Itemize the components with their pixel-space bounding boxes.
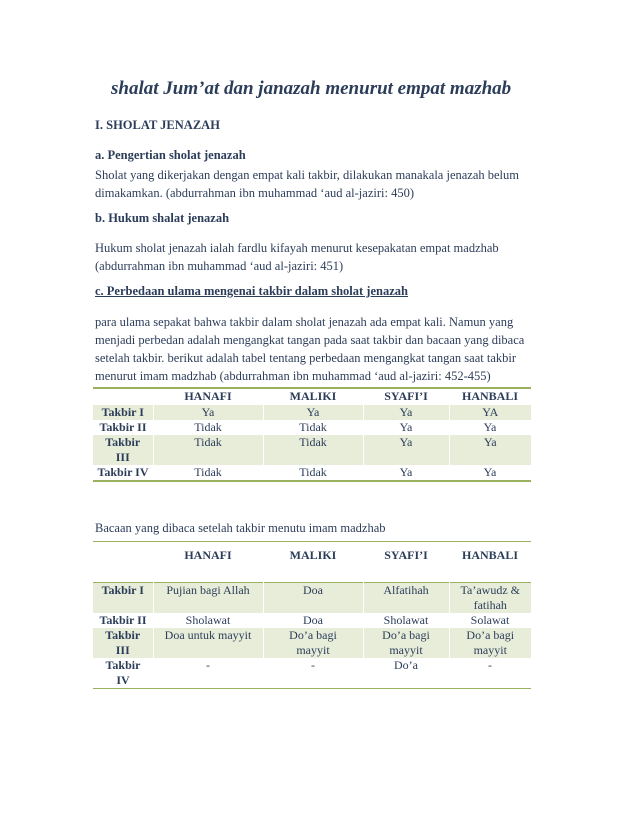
table-cell: Ya [153, 405, 263, 420]
table-row [93, 658, 531, 689]
table-row [93, 613, 531, 628]
table-cell: Do’a bagi mayyit [363, 628, 449, 658]
row-label: Takbir III [93, 435, 153, 465]
table-cell: Ya [399, 465, 413, 479]
table-header-cell: HANBALI [461, 389, 518, 403]
table-cell: - [311, 658, 315, 672]
table-cell: Do’a bagi mayyit [263, 628, 363, 658]
table-cell: Sholawat [185, 613, 231, 627]
table-row [93, 435, 531, 465]
paragraph-c [95, 313, 540, 385]
section-heading: I. SHOLAT JENAZAH [95, 118, 220, 132]
table-cell: Ya [399, 420, 413, 434]
paragraph-line: Bacaan yang dibaca setelah takbir menutu imam madzhab [95, 521, 386, 535]
table-cell: Ya [449, 435, 531, 465]
page-title: shalat Jum’at dan janazah menurut empat mazhab [111, 78, 512, 99]
table-row [93, 405, 531, 420]
table-header-cell: HANAFI [184, 389, 232, 403]
table-cell: Pujian bagi Allah [153, 583, 263, 614]
table-cell: Do’a bagi mayyit [449, 628, 531, 658]
table-cell: Doa untuk mayyit [153, 628, 263, 658]
table-cell: Tidak [194, 420, 222, 434]
table-header-cell: MALIKI [289, 548, 337, 562]
table-cell: - [488, 658, 492, 672]
paragraph-line: Hukum sholat jenazah ialah fardlu kifayah menurut kesepakatan empat madzhab [95, 241, 499, 255]
table-cell: Solawat [470, 613, 510, 627]
takbir-hand-raising-table [93, 387, 531, 482]
table-row [93, 420, 531, 435]
table-cell: Doa [263, 583, 363, 614]
table-header-cell: HANBALI [461, 548, 518, 562]
row-label: Takbir IV [97, 465, 149, 479]
table-row [93, 628, 531, 658]
table2-intro [95, 519, 540, 537]
paragraph-line: menurut imam madzhab (abdurrahman ibn muhammad ‘aud al-jaziri: 452-455) [95, 369, 491, 383]
row-label: Takbir IV [105, 658, 141, 687]
row-label: Takbir I [93, 405, 153, 420]
table-cell: Do’a [394, 658, 418, 672]
row-label: Takbir II [99, 420, 147, 434]
table-cell: Sholawat [383, 613, 429, 627]
subheading-b: b. Hukum shalat jenazah [95, 211, 230, 225]
paragraph-line: dimakamkan. (abdurrahman ibn muhammad ‘aud al-jaziri: 450) [95, 186, 414, 200]
table-cell: Ya [483, 465, 497, 479]
paragraph-line: setelah takbir. berikut adalah tabel tentang perbedaan mengangkat tangan saat takbir [95, 351, 517, 365]
paragraph-line: Sholat yang dikerjakan dengan empat kali takbir, dilakukan manakala jenazah belum [95, 168, 519, 182]
takbir-recitation-table [93, 541, 531, 689]
table-header-cell: MALIKI [289, 389, 337, 403]
table-cell: Alfatihah [363, 583, 449, 614]
table-cell: Tidak [299, 465, 327, 479]
table-header-cell: SYAFI’I [384, 389, 428, 403]
paragraph-line: menjadi perbedan adalah mengangkat tangan pada saat takbir dan bacaan yang dibaca [95, 333, 525, 347]
paragraph-line: (abdurrahman ibn muhammad ‘aud al-jaziri: 451) [95, 259, 344, 273]
table-cell: Ta’awudz & fatihah [449, 583, 531, 614]
table-cell: YA [449, 405, 531, 420]
table-header-cell [93, 388, 153, 405]
table-cell: Tidak [263, 435, 363, 465]
table-row [93, 465, 531, 481]
table-header-cell: HANAFI [184, 548, 232, 562]
table-cell: - [206, 658, 210, 672]
paragraph-a [95, 166, 540, 202]
paragraph-b [95, 239, 540, 275]
row-label: Takbir III [93, 628, 153, 658]
table-header-cell [93, 542, 153, 583]
subheading-c: c. Perbedaan ulama mengenai takbir dalam sholat jenazah [95, 284, 408, 298]
paragraph-line: para ulama sepakat bahwa takbir dalam sholat jenazah ada empat kali. Namun yang [95, 315, 514, 329]
table-cell: Ya [363, 435, 449, 465]
table-cell: Tidak [194, 465, 222, 479]
table-cell: Tidak [299, 420, 327, 434]
table-cell: Doa [303, 613, 323, 627]
table-cell: Ya [363, 405, 449, 420]
table-cell: Ya [263, 405, 363, 420]
table-cell: Ya [483, 420, 497, 434]
subheading-a: a. Pengertian sholat jenazah [95, 148, 246, 162]
row-label: Takbir I [93, 583, 153, 614]
table-row [93, 583, 531, 614]
table-header-cell: SYAFI’I [384, 548, 428, 562]
table-cell: Tidak [153, 435, 263, 465]
row-label: Takbir II [99, 613, 147, 627]
